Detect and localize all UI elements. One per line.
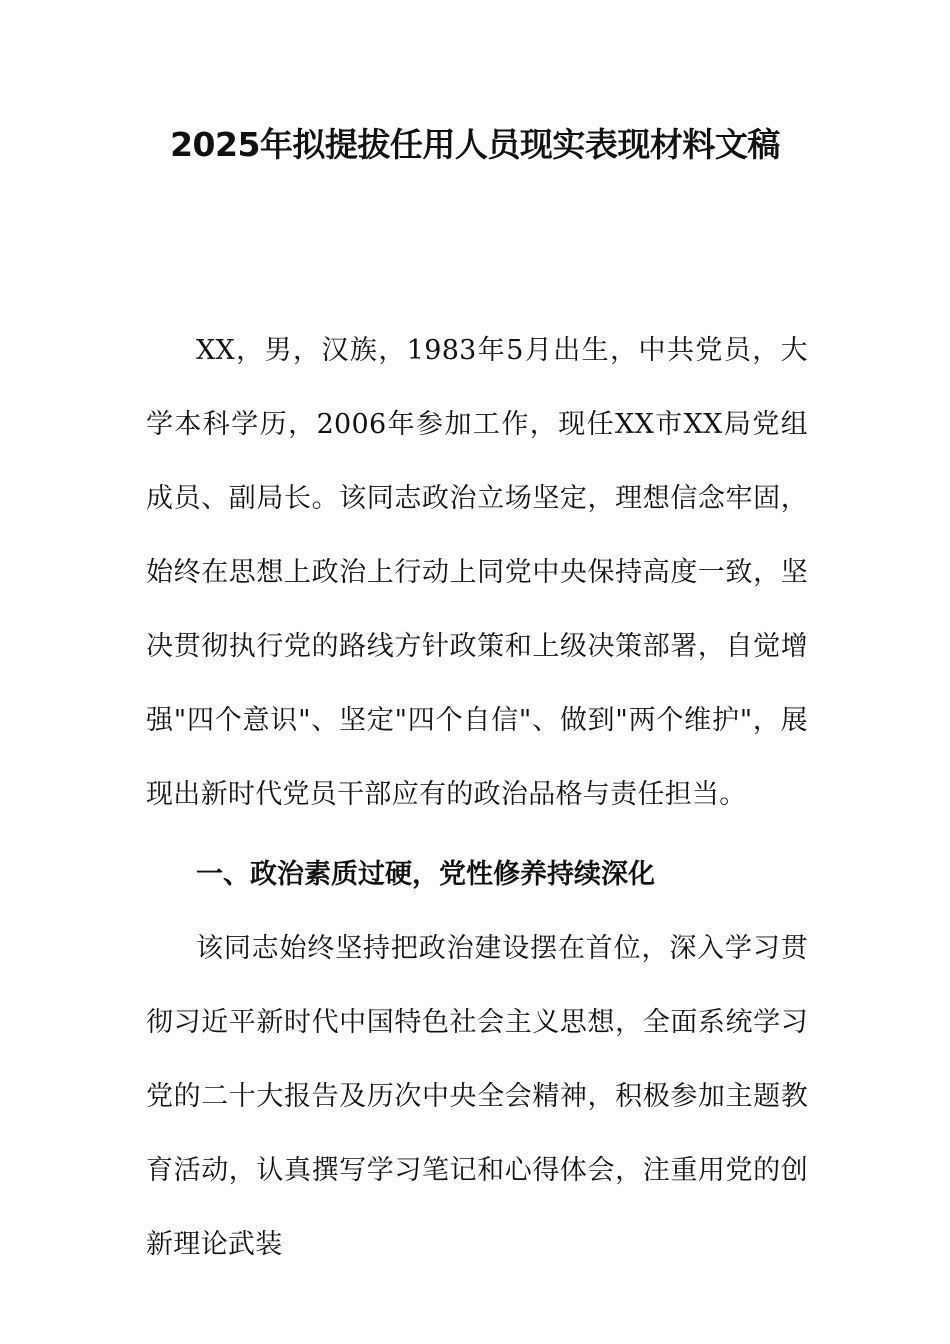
paragraph-section-1: 该同志始终坚持把政治建设摆在首位，深入学习贯彻习近平新时代中国特色社会主义思想，全面系统学习党的二十大报告及历次中央全会精神，积极参加主题教育活动，认真撰写学习笔记和心得体会，注重用党的创新理论武装	[146, 933, 808, 1260]
section-heading-1: 一、政治素质过硬，党性修养持续深化	[196, 859, 655, 890]
paragraph-intro: XX，男，汉族，1983年5月出生，中共党员，大学本科学历，2006年参加工作，现任XX市XX局党组成员、副局长。该同志政治立场坚定，理想信念牢固，始终在思想上政治上行动上同党中央保持高度一致，坚决贯彻执行党的路线方针政策和上级决策部署，自觉增强"四个意识"、坚定"四个自信"、做到"两个维护"，展现出新时代党员干部应有的政治品格与责任担当。	[146, 335, 808, 810]
document-title: 2025年拟提拔任用人员现实表现材料文稿	[170, 125, 780, 164]
